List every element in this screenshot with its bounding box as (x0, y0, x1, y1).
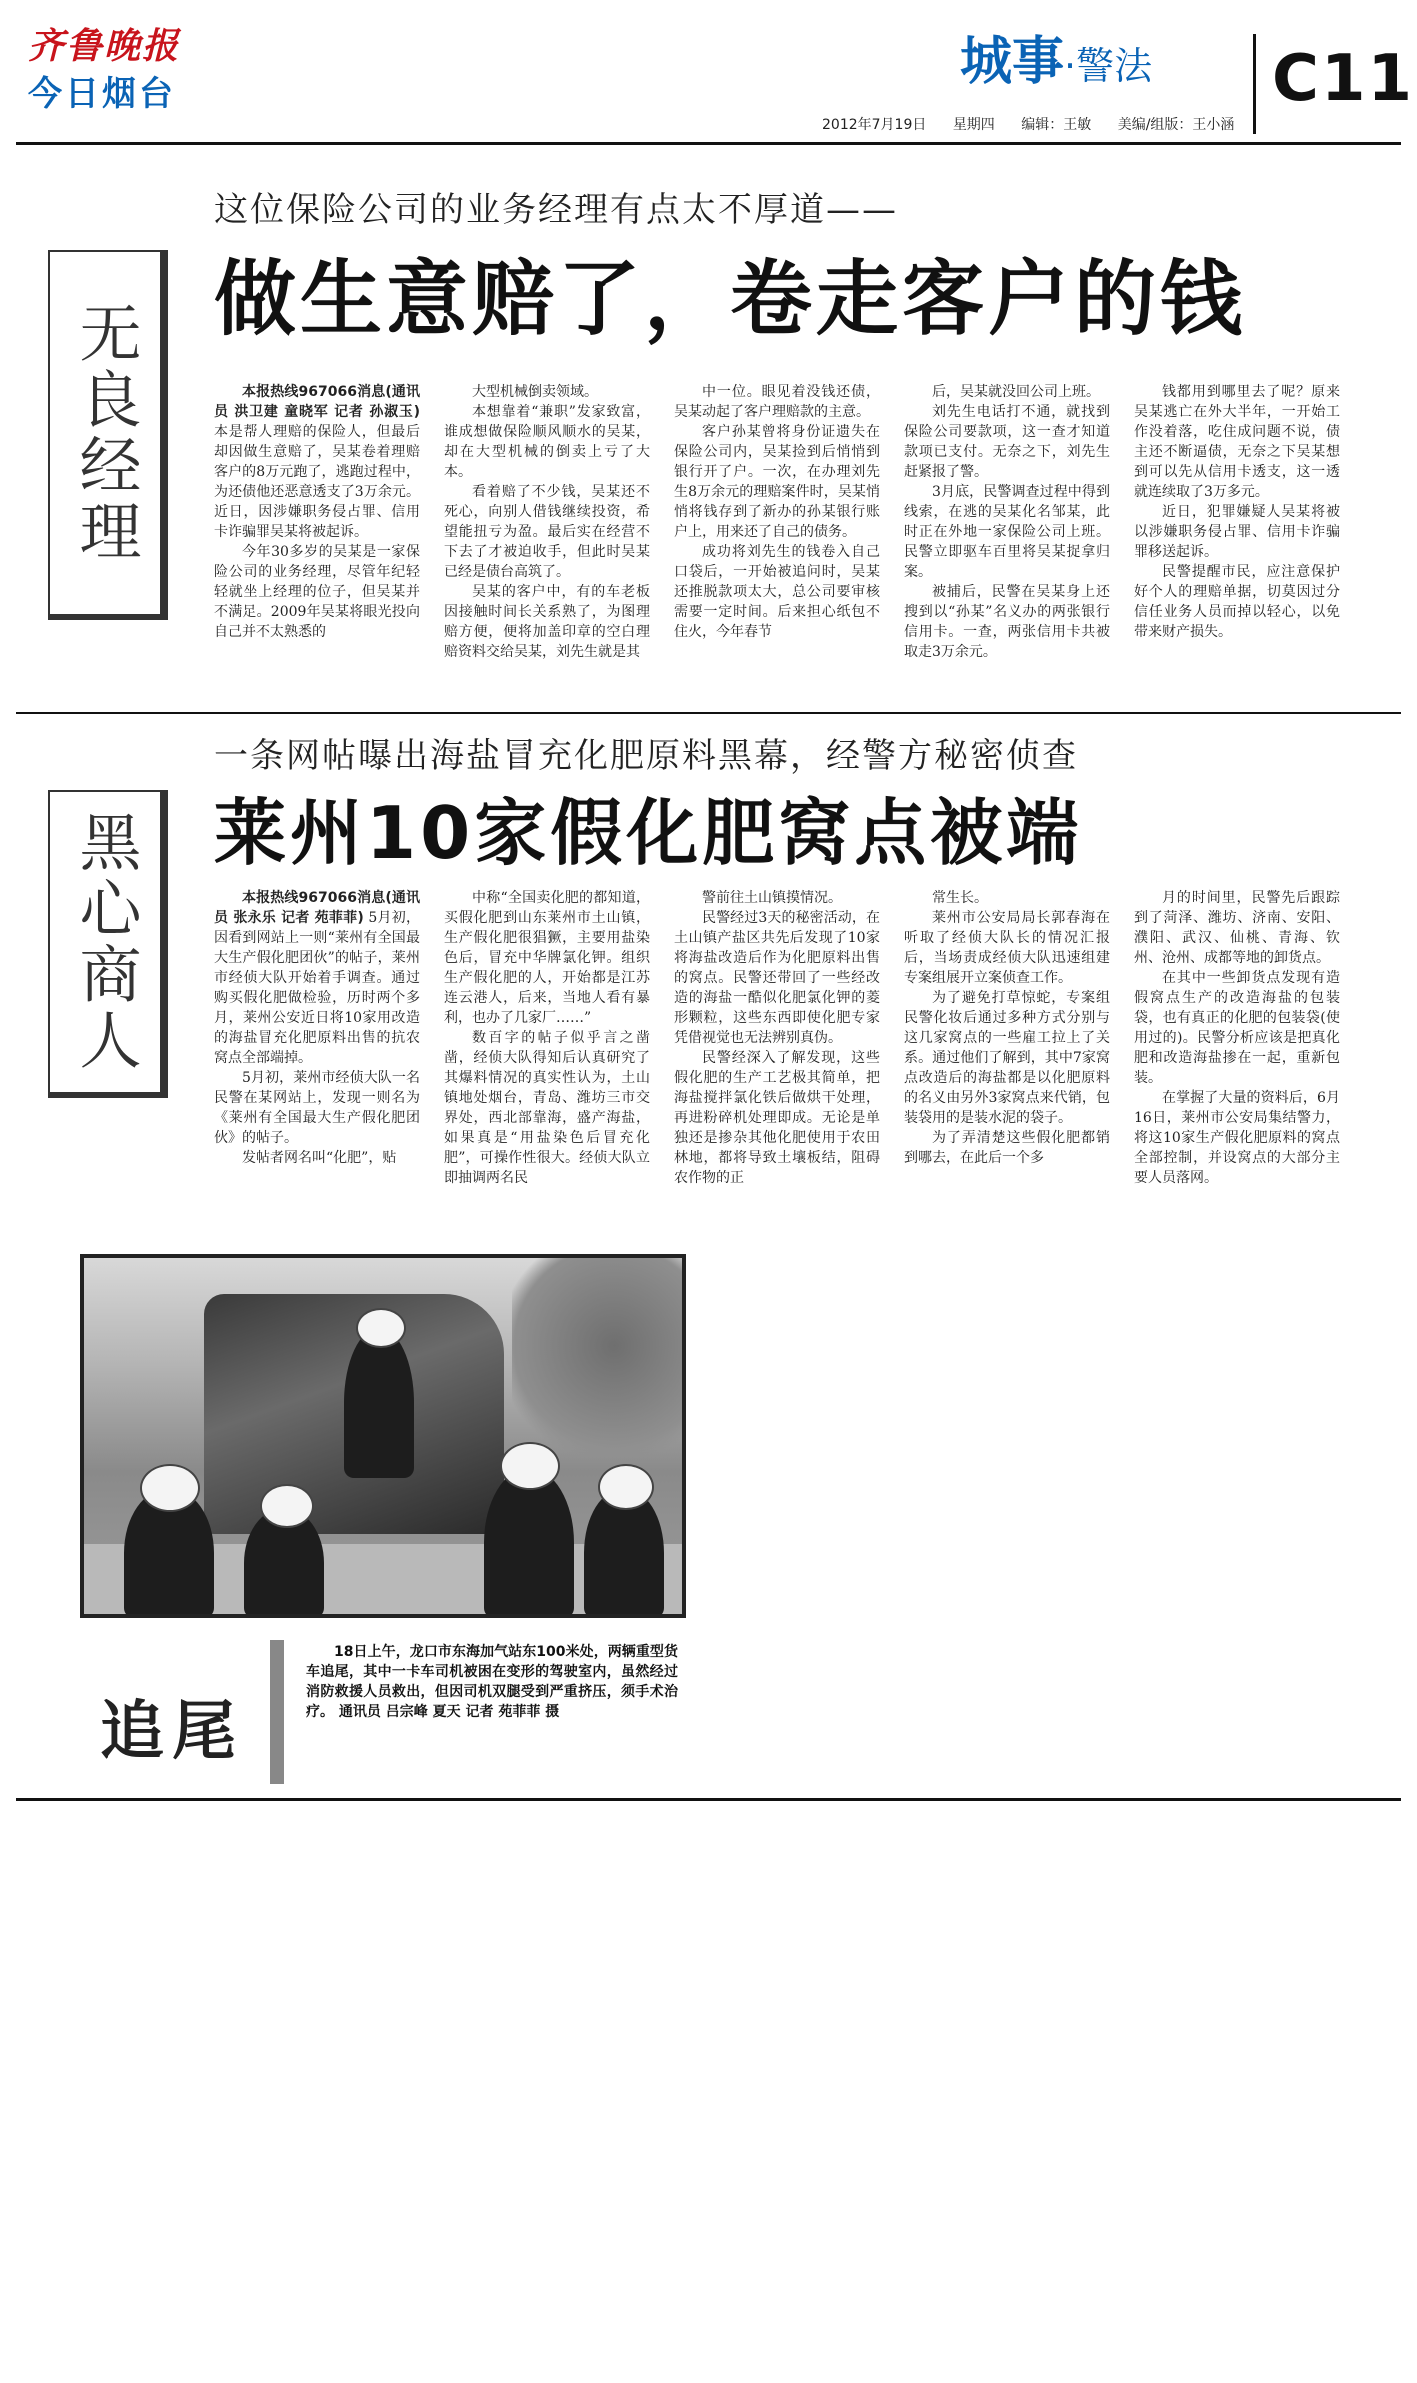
paragraph (904, 482, 1110, 582)
article2-tag: 黑心商人 (48, 790, 168, 1098)
paragraph-text: 发帖者网名叫“化肥”，贴 (242, 1150, 397, 1166)
paragraph (904, 888, 1110, 908)
date: 2012年7月19日 (822, 117, 927, 133)
paragraph-text: 莱州市公安局局长郭春海在听取了经侦大队长的情况汇报后，当场责成经侦大队迅速组建专案组展开立案侦查工作。 (904, 910, 1110, 986)
text-column (444, 382, 650, 692)
photo-helmet (598, 1464, 654, 1510)
text-column (444, 888, 650, 1188)
photo-caption: 18日上午，龙口市东海加气站东100米处，两辆重型货车追尾，其中一卡车司机被困在变形的驾驶室内，虽然经过消防救援人员救出，但因司机双腿受到严重挤压，须手术治疗。 通讯员 吕宗峰 夏天 记者 苑菲菲 摄 (306, 1644, 678, 1720)
editor: 编辑：王敏 (1021, 117, 1092, 133)
paragraph (904, 908, 1110, 988)
paragraph (444, 482, 650, 582)
photo-firefighter (484, 1468, 574, 1618)
paragraph-text: 大型机械倒卖领域。 (472, 384, 598, 400)
text-column (674, 888, 880, 1188)
paragraph-text: 被捕后，民警在吴某身上还搜到以“孙某”名义办的两张银行信用卡。一查，两张信用卡共被取走3万余元。 (904, 584, 1110, 660)
paragraph (904, 988, 1110, 1128)
page-number: C11 (1272, 42, 1415, 116)
article1-kicker: 这位保险公司的业务经理有点太不厚道—— (214, 190, 898, 230)
paragraph (1134, 888, 1340, 968)
paragraph-text: 5月初，因看到网站上一则“莱州有全国最大生产假化肥团伙”的帖子，莱州市经侦大队开始着手调查。通过购买假化肥做检验，历时两个多月，莱州公安近日将10家用改造的海盐冒充化肥原料出售的抗农窝点全部端掉。 (214, 910, 420, 1066)
paragraph (444, 888, 650, 1028)
paragraph (674, 888, 880, 908)
photo-helmet (500, 1442, 560, 1490)
paragraph-text: 3月底，民警调查过程中得到线索，在逃的吴某化名邹某，此时正在外地一家保险公司上班。民警立即驱车百里将吴某捉拿归案。 (904, 484, 1110, 580)
paragraph-text: 月的时间里，民警先后跟踪到了菏泽、潍坊、济南、安阳、濮阳、武汉、仙桃、青海、钦州、沧州、成都等地的卸货点。 (1134, 890, 1340, 966)
paragraph-text: 近日，犯罪嫌疑人吴某将被以涉嫌职务侵占罪、信用卡诈骗罪移送起诉。 (1134, 504, 1340, 560)
text-column (904, 382, 1110, 692)
paragraph-text: 5月初，莱州市经侦大队一名民警在某网站上，发现一则名为《莱州有全国最大生产假化肥团伙》的帖子。 (214, 1070, 420, 1146)
paragraph-text: 警前往土山镇摸情况。 (702, 890, 842, 906)
dateline (822, 114, 1256, 134)
paragraph (214, 888, 420, 1068)
paragraph (214, 542, 420, 642)
paragraph (1134, 502, 1340, 562)
paragraph (674, 422, 880, 542)
paragraph-text: 成功将刘先生的钱卷入自己口袋后，一开始被追问时，吴某还推脱款项太大，总公司要审核需要一定时间。后来担心纸包不住火，今年春节 (674, 544, 880, 640)
paragraph (214, 1068, 420, 1148)
paragraph (1134, 968, 1340, 1088)
paper-edition: 今日烟台 (28, 74, 176, 114)
paragraph (444, 1028, 650, 1188)
section-main: 城事 (960, 32, 1065, 92)
paragraph-text: 刘先生电话打不通，就找到保险公司要款项，这一查才知道款项已支付。无奈之下，刘先生赶紧报了警。 (904, 404, 1110, 480)
section-sub: ·警法 (1064, 44, 1153, 88)
paragraph-text: 后，吴某就没回公司上班。 (932, 384, 1100, 400)
paragraph-text: 吴某的客户中，有的车老板因接触时间长关系熟了，为图理赔方便，便将加盖印章的空白理赔资料交给吴某，刘先生就是其 (444, 584, 650, 660)
paragraph-text: 本是帮人理赔的保险人，但最后却因做生意赔了，吴某卷着理赔客户的8万元跑了，逃跑过程中，为还债他还恶意透支了3万余元。近日，因涉嫌职务侵占罪、信用卡诈骗罪吴某将被起诉。 (214, 424, 420, 540)
article1-body (214, 382, 1340, 692)
paragraph-text: 为了弄清楚这些假化肥都销到哪去，在此后一个多 (904, 1130, 1110, 1166)
paragraph (674, 1048, 880, 1188)
bottom-rule (16, 1798, 1401, 1801)
article2-body (214, 888, 1340, 1188)
paragraph (904, 582, 1110, 662)
photo-helmet (260, 1484, 314, 1528)
paragraph-text: 本想靠着“兼职”发家致富，谁成想做保险顺风顺水的吴某，却在大型机械的倒卖上亏了大本。 (444, 404, 650, 480)
paragraph-text: 在掌握了大量的资料后，6月16日，莱州市公安局集结警力，将这10家生产假化肥原料的窝点全部控制，并设窝点的大部分主要人员落网。 (1134, 1090, 1340, 1186)
article-divider (16, 712, 1401, 714)
byline: 本报热线967066消息(通讯员 张永乐 记者 苑菲菲) (214, 890, 420, 926)
paragraph-text: 客户孙某曾将身份证遗失在保险公司内，吴某捡到后悄悄到银行开了户。一次，在办理刘先生8万余元的理赔案件时，吴某悄悄将钱存到了新办的孙某银行账户上，用来还了自己的债务。 (674, 424, 880, 540)
text-column (1134, 888, 1340, 1188)
designer: 美编/组版：王小涵 (1117, 117, 1235, 133)
section-title (960, 32, 1152, 104)
paragraph-text: 钱都用到哪里去了呢？原来吴某逃亡在外大半年，一开始工作没着落，吃住成问题不说，债主还不断逼债，无奈之下吴某想到可以先从信用卡透支，这一透就连续取了3万多元。 (1134, 384, 1340, 500)
text-column (214, 888, 420, 1188)
paragraph (674, 382, 880, 422)
paragraph (444, 582, 650, 662)
paragraph (1134, 382, 1340, 502)
paragraph-text: 民警经深入了解发现，这些假化肥的生产工艺极其简单，把海盐搅拌氯化铁后做烘干处理，再进粉碎机处理即成。无论是单独还是掺杂其他化肥使用于农田林地，都将导致土壤板结，阻碍农作物的正 (674, 1050, 880, 1186)
paragraph-text: 今年30多岁的吴某是一家保险公司的业务经理，尽管年纪轻轻就坐上经理的位子，但吴某并不满足。2009年吴某将眼光投向自己并不太熟悉的 (214, 544, 420, 640)
paragraph-text: 常生长。 (932, 890, 988, 906)
article2-kicker: 一条网帖曝出海盐冒充化肥原料黑幕，经警方秘密侦查 (214, 736, 1078, 776)
top-rule (16, 142, 1401, 145)
paragraph-text: 看着赔了不少钱，吴某还不死心，向别人借钱继续投资，希望能扭亏为盈。最后实在经营不下去了才被迫收手，但此时吴某已经是债台高筑了。 (444, 484, 650, 580)
paragraph-text: 中一位。眼见着没钱还债，吴某动起了客户理赔款的主意。 (674, 384, 880, 420)
paragraph-text: 民警提醒市民，应注意保护好个人的理赔单据，切莫因过分信任业务人员而掉以轻心，以免带来财产损失。 (1134, 564, 1340, 640)
accident-photo (80, 1254, 686, 1618)
paragraph (674, 542, 880, 642)
paragraph (1134, 1088, 1340, 1188)
paragraph (904, 382, 1110, 402)
paragraph-text: 为了避免打草惊蛇，专案组民警化妆后通过多种方式分别与这几家窝点的一些雇工拉上了关系。通过他们了解到，其中7家窝点改造后的海盐都是以化肥原料的名义由另外3家窝点来代销，包装袋用的是装水泥的袋子。 (904, 990, 1110, 1126)
caption-bar (270, 1640, 284, 1784)
paragraph (904, 1128, 1110, 1168)
photo-firefighter (344, 1328, 414, 1478)
paragraph (214, 382, 420, 542)
byline: 本报热线967066消息(通讯员 洪卫建 童晓军 记者 孙淑玉) (214, 384, 420, 420)
article2-headline: 莱州10家假化肥窝点被端 (214, 791, 1083, 875)
paragraph (1134, 562, 1340, 642)
masthead-logo (28, 26, 180, 116)
paragraph-text: 数百字的帖子似乎言之凿凿，经侦大队得知后认真研究了其爆料情况的真实性认为，土山镇地处烟台，青岛、潍坊三市交界处，西北部靠海，盛产海盐，如果真是“用盐染色后冒充化肥”，可操作性很大。经侦大队立即抽调两名民 (444, 1030, 650, 1186)
text-column (904, 888, 1110, 1188)
paragraph (214, 1148, 420, 1168)
article1-tag: 无良经理 (48, 250, 168, 620)
text-column (214, 382, 420, 692)
weekday: 星期四 (952, 117, 995, 133)
paper-name: 齐鲁晚报 (28, 25, 181, 67)
photo-helmet (140, 1464, 200, 1512)
photo-helmet (356, 1308, 406, 1348)
paragraph (444, 382, 650, 402)
paragraph-text: 民警经过3天的秘密活动，在土山镇产盐区共先后发现了10家将海盐改造后作为化肥原料出售的窝点。民警还带回了一些经改造的海盐一酷似化肥氯化钾的菱形颗粒，这些东西即使化肥专家凭借视觉也无法辨别真伪。 (674, 910, 880, 1046)
paragraph (444, 402, 650, 482)
paragraph-text: 中称“全国卖化肥的都知道，买假化肥到山东莱州市土山镇，生产假化肥很猖獗，主要用盐染色后，冒充中华牌氯化钾。组织生产假化肥的人，开始都是江苏连云港人，后来，当地人看有暴利，也办了几家厂……” (444, 890, 650, 1026)
article1-headline: 做生意赔了，卷走客户的钱 (214, 252, 1247, 347)
paragraph (674, 908, 880, 1048)
text-column (674, 382, 880, 692)
paragraph-text: 在其中一些卸货点发现有造假窝点生产的改造海盐的包装袋，也有真正的化肥的包装袋(使用过的)。民警分析应该是把真化肥和改造海盐掺在一起，重新包装。 (1134, 970, 1340, 1086)
photo-tag: 追尾 (100, 1694, 244, 1769)
text-column (1134, 382, 1340, 692)
paragraph (904, 402, 1110, 482)
